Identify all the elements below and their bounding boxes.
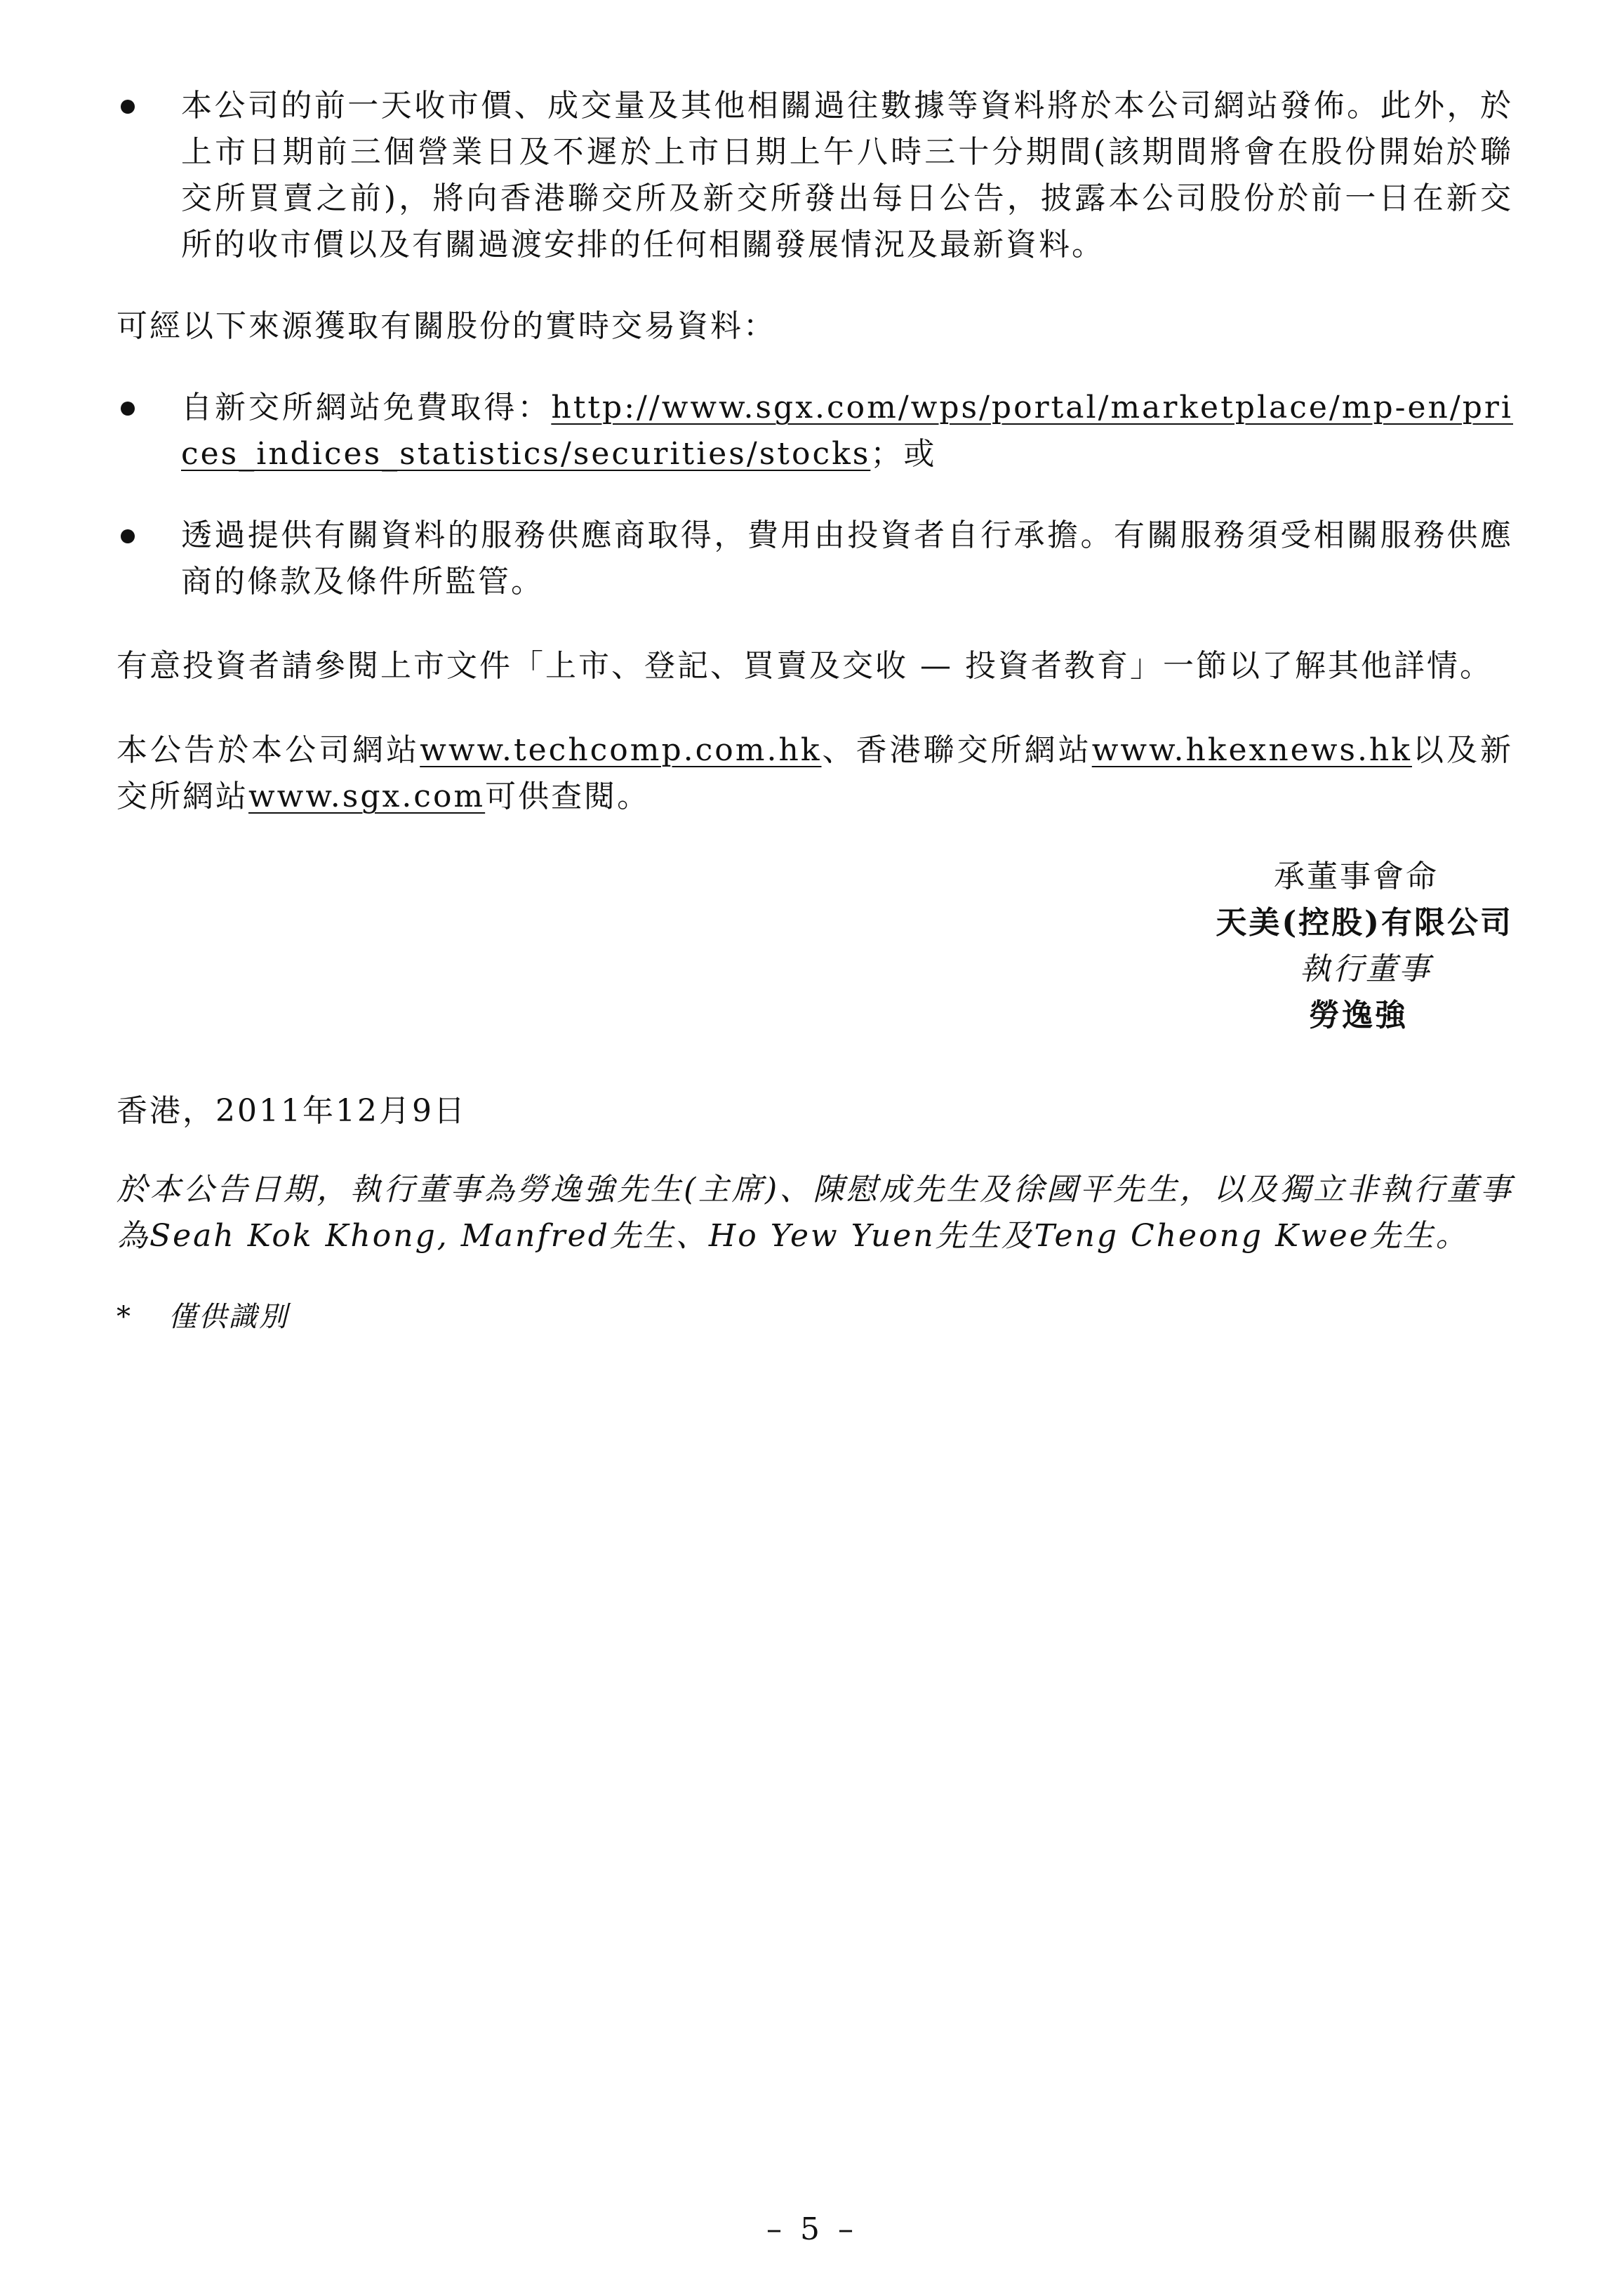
- techcomp-website-link[interactable]: www.techcomp.com.hk: [420, 732, 822, 768]
- investors-note-paragraph: 有意投資者請參閱上市文件「上市、登記、買賣及交收 — 投資者教育」一節以了解其他詳情。: [117, 648, 1493, 684]
- list-item-service-providers: [117, 512, 1513, 605]
- list-item-prefix: 自新交所網站免費取得：: [181, 390, 552, 425]
- date-line: 香港，2011年12月9日: [117, 1093, 467, 1129]
- website-note-text: 以及新交所網站: [117, 732, 1514, 814]
- website-note-text: 、香港聯交所網站: [821, 732, 1092, 768]
- footnote-marker: *: [117, 1301, 133, 1333]
- bullet-icon: [121, 100, 135, 114]
- sgx-stocks-link[interactable]: http://www.sgx.com/wps/portal/marketplace/mp-en/prices_indices_statistics/securities/stocks: [181, 390, 1513, 472]
- list-item-text: 透過提供有關資料的服務供應商取得，費用由投資者自行承擔。有關服務須受相關服務供應商的條款及條件所監管。: [181, 517, 1513, 600]
- bullet-icon: [121, 529, 135, 543]
- signature-name: 勞逸強: [1309, 998, 1408, 1033]
- list-item-sgx-website: [117, 385, 1513, 477]
- footnote-text: 僅供識別: [168, 1301, 289, 1333]
- intro-paragraph: 可經以下來源獲取有關股份的實時交易資料：: [117, 308, 776, 344]
- page-number: – 5 –: [766, 2211, 858, 2247]
- list-item-suffix: ；或: [870, 436, 937, 472]
- list-item-closing-price-info: [117, 83, 1513, 268]
- bullet-icon: [121, 402, 135, 416]
- website-note-paragraph: [117, 727, 1513, 820]
- hkexnews-website-link[interactable]: www.hkexnews.hk: [1091, 732, 1412, 768]
- list-item-text: 本公司的前一天收市價、成交量及其他相關過往數據等資料將於本公司網站發佈。此外，於上市日期前三個營業日及不遲於上市日期上午八時三十分期間(該期間將會在股份開始於聯交所買賣之前)，將向香港聯交所及新交所發出每日公告，披露本公司股份於前一日在新交所的收市價以及有關過渡安排的任何相關發展情況及最新資料。: [181, 88, 1513, 263]
- signature-order: 承董事會命: [1274, 859, 1439, 894]
- directors-note-paragraph: 於本公告日期，執行董事為勞逸強先生(主席)、陳慰成先生及徐國平先生，以及獨立非執行董事為Seah Kok Khong, Manfred先生、Ho Yew Yuen先生及Teng Cheong Kwee先生。: [117, 1172, 1513, 1254]
- document-page: [117, 83, 1513, 1338]
- website-note-text: 可供查閱。: [485, 779, 651, 814]
- signature-block: [117, 854, 1513, 1039]
- signature-company: 天美(控股)有限公司: [1216, 905, 1513, 941]
- signature-title: 執行董事: [1300, 951, 1432, 987]
- footnote: [117, 1296, 1513, 1338]
- sgx-website-link[interactable]: www.sgx.com: [248, 779, 486, 814]
- website-note-text: 本公告於本公司網站: [117, 732, 420, 768]
